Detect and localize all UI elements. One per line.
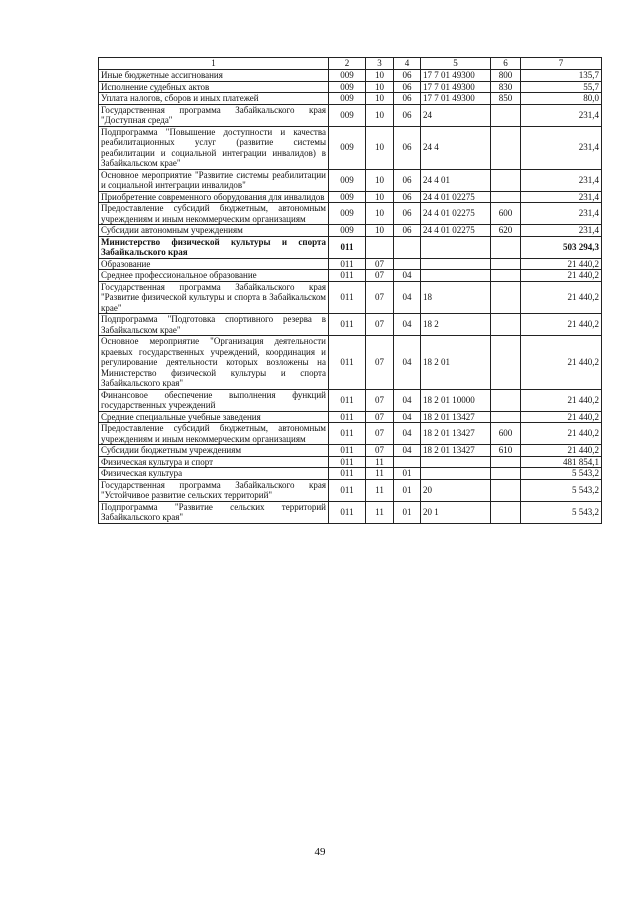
row-ministry-code-cell: 011 [329, 479, 366, 501]
row-ministry-code-cell: 009 [329, 225, 366, 237]
row-subsection-cell [394, 258, 421, 270]
header-col-1: 1 [99, 58, 329, 70]
table-row [99, 225, 602, 237]
row-amount-cell: 21 440,2 [521, 389, 602, 411]
row-ministry-code-cell: 011 [329, 468, 366, 480]
table-row [99, 445, 602, 457]
row-expense-type-cell: 830 [491, 81, 521, 93]
table-body [99, 70, 602, 524]
row-ministry-code-cell: 011 [329, 236, 366, 258]
header-col-7: 7 [521, 58, 602, 70]
row-amount-cell: 231,4 [521, 203, 602, 225]
row-target-article-cell: 18 2 [421, 314, 491, 336]
row-name-cell: Основное мероприятие "Организация деятельности краевых государственных учреждений, координация и регулирование деятельности которых возложены на Министерство физической культуры и спорта Забайкальского края" [99, 336, 329, 390]
row-section-cell: 11 [366, 456, 394, 468]
row-amount-cell: 231,4 [521, 104, 602, 126]
row-ministry-code-cell: 009 [329, 191, 366, 203]
row-expense-type-cell [491, 479, 521, 501]
row-name-cell: Министерство физической культуры и спорта Забайкальского края [99, 236, 329, 258]
row-subsection-cell: 01 [394, 468, 421, 480]
row-subsection-cell: 06 [394, 70, 421, 82]
row-amount-cell: 55,7 [521, 81, 602, 93]
row-name-cell: Государственная программа Забайкальского края "Доступная среда" [99, 104, 329, 126]
table-row [99, 411, 602, 423]
row-amount-cell: 21 440,2 [521, 314, 602, 336]
row-subsection-cell: 06 [394, 169, 421, 191]
row-subsection-cell: 01 [394, 501, 421, 523]
table-row [99, 70, 602, 82]
header-col-4: 4 [394, 58, 421, 70]
table-row [99, 389, 602, 411]
row-ministry-code-cell: 011 [329, 445, 366, 457]
row-subsection-cell: 04 [394, 281, 421, 314]
row-ministry-code-cell: 011 [329, 389, 366, 411]
table-row [99, 169, 602, 191]
table-row [99, 81, 602, 93]
row-amount-cell: 231,4 [521, 169, 602, 191]
table-row [99, 314, 602, 336]
table-row [99, 423, 602, 445]
row-subsection-cell: 06 [394, 126, 421, 169]
row-target-article-cell: 18 2 01 [421, 336, 491, 390]
row-section-cell: 07 [366, 270, 394, 282]
row-name-cell: Подпрограмма "Повышение доступности и качества реабилитационных услуг (развитие системы реабилитации и социальной интеграции инвалидов) в Забайкальском крае" [99, 126, 329, 169]
row-subsection-cell: 04 [394, 270, 421, 282]
row-amount-cell: 21 440,2 [521, 281, 602, 314]
row-expense-type-cell [491, 258, 521, 270]
row-expense-type-cell [491, 126, 521, 169]
row-target-article-cell: 24 4 01 02275 [421, 191, 491, 203]
row-target-article-cell: 18 2 01 13427 [421, 445, 491, 457]
row-target-article-cell: 18 2 01 10000 [421, 389, 491, 411]
row-expense-type-cell: 800 [491, 70, 521, 82]
row-target-article-cell: 20 1 [421, 501, 491, 523]
row-name-cell: Среднее профессиональное образование [99, 270, 329, 282]
table-row [99, 258, 602, 270]
row-amount-cell: 5 543,2 [521, 479, 602, 501]
row-expense-type-cell [491, 236, 521, 258]
row-ministry-code-cell: 011 [329, 270, 366, 282]
row-expense-type-cell [491, 314, 521, 336]
table-row [99, 104, 602, 126]
row-section-cell: 07 [366, 281, 394, 314]
table-row [99, 456, 602, 468]
row-ministry-code-cell: 011 [329, 456, 366, 468]
row-amount-cell: 80,0 [521, 93, 602, 105]
row-section-cell: 07 [366, 411, 394, 423]
row-ministry-code-cell: 011 [329, 258, 366, 270]
row-name-cell: Субсидии автономным учреждениям [99, 225, 329, 237]
row-section-cell: 10 [366, 93, 394, 105]
row-section-cell: 10 [366, 169, 394, 191]
header-col-5: 5 [421, 58, 491, 70]
row-name-cell: Подпрограмма "Подготовка спортивного резерва в Забайкальском крае" [99, 314, 329, 336]
table-row [99, 281, 602, 314]
row-subsection-cell: 04 [394, 445, 421, 457]
row-name-cell: Подпрограмма "Развитие сельских территорий Забайкальского края" [99, 501, 329, 523]
row-name-cell: Финансовое обеспечение выполнения функций государственных учреждений [99, 389, 329, 411]
row-target-article-cell: 18 2 01 13427 [421, 423, 491, 445]
row-expense-type-cell [491, 501, 521, 523]
row-target-article-cell [421, 270, 491, 282]
row-section-cell: 10 [366, 70, 394, 82]
row-name-cell: Субсидии бюджетным учреждениям [99, 445, 329, 457]
table-row [99, 501, 602, 523]
row-subsection-cell: 04 [394, 411, 421, 423]
row-expense-type-cell: 610 [491, 445, 521, 457]
row-subsection-cell: 04 [394, 336, 421, 390]
row-name-cell: Приобретение современного оборудования для инвалидов [99, 191, 329, 203]
row-expense-type-cell [491, 336, 521, 390]
row-subsection-cell: 06 [394, 104, 421, 126]
row-name-cell: Государственная программа Забайкальского края "Развитие физической культуры и спорта в Забайкальском крае" [99, 281, 329, 314]
row-target-article-cell [421, 258, 491, 270]
row-amount-cell: 5 543,2 [521, 468, 602, 480]
row-amount-cell: 21 440,2 [521, 423, 602, 445]
row-ministry-code-cell: 011 [329, 314, 366, 336]
row-name-cell: Предоставление субсидий бюджетным, автономным учреждениям и иным некоммерческим организациям [99, 203, 329, 225]
row-section-cell: 07 [366, 258, 394, 270]
row-section-cell: 10 [366, 225, 394, 237]
row-section-cell: 07 [366, 314, 394, 336]
row-subsection-cell: 04 [394, 423, 421, 445]
budget-table [98, 57, 602, 524]
row-ministry-code-cell: 011 [329, 281, 366, 314]
table-row [99, 336, 602, 390]
row-expense-type-cell [491, 281, 521, 314]
row-section-cell [366, 236, 394, 258]
row-name-cell: Физическая культура [99, 468, 329, 480]
row-name-cell: Основное мероприятие "Развитие системы реабилитации и социальной интеграции инвалидов" [99, 169, 329, 191]
row-target-article-cell: 18 [421, 281, 491, 314]
row-expense-type-cell [491, 389, 521, 411]
table-row [99, 191, 602, 203]
header-col-2: 2 [329, 58, 366, 70]
row-subsection-cell: 01 [394, 479, 421, 501]
row-target-article-cell [421, 456, 491, 468]
row-expense-type-cell: 600 [491, 423, 521, 445]
row-amount-cell: 503 294,3 [521, 236, 602, 258]
row-section-cell: 07 [366, 389, 394, 411]
row-section-cell: 10 [366, 81, 394, 93]
row-ministry-code-cell: 009 [329, 169, 366, 191]
row-ministry-code-cell: 009 [329, 81, 366, 93]
row-target-article-cell [421, 468, 491, 480]
row-amount-cell: 481 854,1 [521, 456, 602, 468]
row-target-article-cell: 24 [421, 104, 491, 126]
row-ministry-code-cell: 009 [329, 93, 366, 105]
row-subsection-cell: 06 [394, 81, 421, 93]
row-ministry-code-cell: 009 [329, 203, 366, 225]
row-section-cell: 07 [366, 423, 394, 445]
row-name-cell: Средние специальные учебные заведения [99, 411, 329, 423]
row-target-article-cell: 24 4 01 02275 [421, 225, 491, 237]
table-row [99, 468, 602, 480]
table-row [99, 126, 602, 169]
row-amount-cell: 21 440,2 [521, 258, 602, 270]
row-name-cell: Предоставление субсидий бюджетным, автономным учреждениям и иным некоммерческим организациям [99, 423, 329, 445]
row-expense-type-cell [491, 456, 521, 468]
row-expense-type-cell [491, 468, 521, 480]
row-ministry-code-cell: 011 [329, 501, 366, 523]
row-amount-cell: 21 440,2 [521, 336, 602, 390]
row-target-article-cell: 17 7 01 49300 [421, 93, 491, 105]
row-target-article-cell [421, 236, 491, 258]
header-col-6: 6 [491, 58, 521, 70]
row-ministry-code-cell: 011 [329, 336, 366, 390]
row-section-cell: 10 [366, 126, 394, 169]
row-target-article-cell: 24 4 [421, 126, 491, 169]
row-target-article-cell: 18 2 01 13427 [421, 411, 491, 423]
row-expense-type-cell [491, 270, 521, 282]
row-subsection-cell [394, 456, 421, 468]
row-ministry-code-cell: 009 [329, 126, 366, 169]
row-amount-cell: 231,4 [521, 126, 602, 169]
row-section-cell: 10 [366, 104, 394, 126]
table-row [99, 270, 602, 282]
row-name-cell: Образование [99, 258, 329, 270]
row-target-article-cell: 17 7 01 49300 [421, 81, 491, 93]
row-name-cell: Уплата налогов, сборов и иных платежей [99, 93, 329, 105]
row-expense-type-cell [491, 169, 521, 191]
row-subsection-cell: 04 [394, 314, 421, 336]
row-section-cell: 11 [366, 501, 394, 523]
row-target-article-cell: 24 4 01 [421, 169, 491, 191]
row-ministry-code-cell: 011 [329, 423, 366, 445]
page-number: 49 [314, 846, 326, 858]
row-expense-type-cell [491, 104, 521, 126]
row-section-cell: 07 [366, 336, 394, 390]
row-section-cell: 10 [366, 203, 394, 225]
row-amount-cell: 5 543,2 [521, 501, 602, 523]
row-name-cell: Физическая культура и спорт [99, 456, 329, 468]
row-subsection-cell: 04 [394, 389, 421, 411]
row-amount-cell: 21 440,2 [521, 445, 602, 457]
row-subsection-cell: 06 [394, 93, 421, 105]
row-target-article-cell: 17 7 01 49300 [421, 70, 491, 82]
row-expense-type-cell [491, 191, 521, 203]
row-target-article-cell: 20 [421, 479, 491, 501]
row-amount-cell: 21 440,2 [521, 270, 602, 282]
table-row [99, 236, 602, 258]
table-row [99, 203, 602, 225]
table-header-row [99, 58, 602, 70]
row-section-cell: 11 [366, 479, 394, 501]
row-expense-type-cell: 600 [491, 203, 521, 225]
row-name-cell: Исполнение судебных актов [99, 81, 329, 93]
row-section-cell: 11 [366, 468, 394, 480]
header-col-3: 3 [366, 58, 394, 70]
table-row [99, 479, 602, 501]
row-expense-type-cell [491, 411, 521, 423]
row-name-cell: Государственная программа Забайкальского края "Устойчивое развитие сельских территорий" [99, 479, 329, 501]
row-subsection-cell [394, 236, 421, 258]
row-ministry-code-cell: 009 [329, 104, 366, 126]
row-section-cell: 07 [366, 445, 394, 457]
table-row [99, 93, 602, 105]
row-section-cell: 10 [366, 191, 394, 203]
row-expense-type-cell: 620 [491, 225, 521, 237]
row-subsection-cell: 06 [394, 225, 421, 237]
row-name-cell: Иные бюджетные ассигнования [99, 70, 329, 82]
row-ministry-code-cell: 011 [329, 411, 366, 423]
row-ministry-code-cell: 009 [329, 70, 366, 82]
row-amount-cell: 231,4 [521, 225, 602, 237]
row-amount-cell: 21 440,2 [521, 411, 602, 423]
row-amount-cell: 231,4 [521, 191, 602, 203]
row-subsection-cell: 06 [394, 191, 421, 203]
row-target-article-cell: 24 4 01 02275 [421, 203, 491, 225]
row-subsection-cell: 06 [394, 203, 421, 225]
row-expense-type-cell: 850 [491, 93, 521, 105]
row-amount-cell: 135,7 [521, 70, 602, 82]
